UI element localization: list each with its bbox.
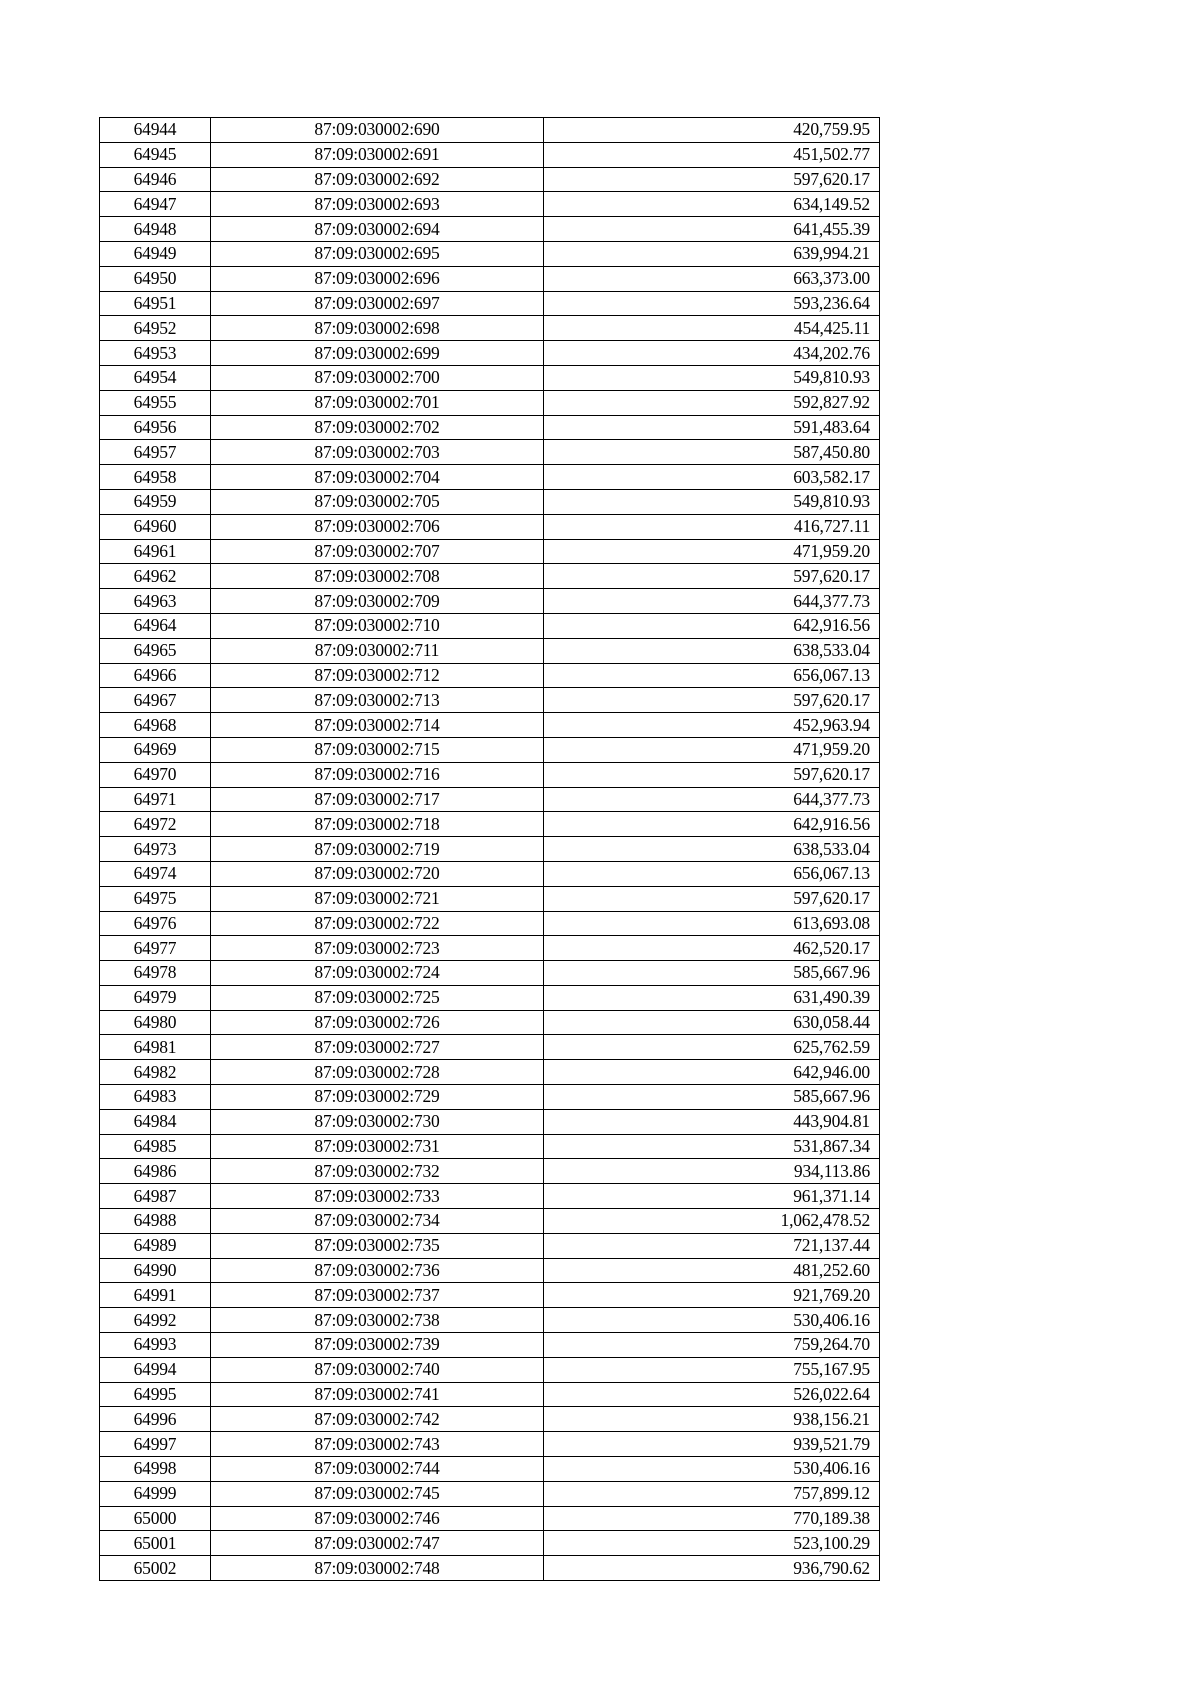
table-row (100, 1407, 880, 1432)
value-cell: 638,533.04 (544, 837, 880, 862)
row-number-cell: 64947 (100, 192, 211, 217)
row-number-cell: 64965 (100, 638, 211, 663)
table-row (100, 1457, 880, 1482)
row-number-cell: 64992 (100, 1308, 211, 1333)
table-row (100, 762, 880, 787)
table-row (100, 241, 880, 266)
value-cell: 613,693.08 (544, 911, 880, 936)
value-cell: 451,502.77 (544, 142, 880, 167)
table-row (100, 266, 880, 291)
row-number-cell: 64984 (100, 1109, 211, 1134)
value-cell: 597,620.17 (544, 564, 880, 589)
value-cell: 639,994.21 (544, 241, 880, 266)
table-row (100, 1531, 880, 1556)
cadastral-number-cell: 87:09:030002:711 (211, 638, 544, 663)
table-row (100, 1283, 880, 1308)
row-number-cell: 64994 (100, 1357, 211, 1382)
row-number-cell: 64963 (100, 589, 211, 614)
value-cell: 644,377.73 (544, 787, 880, 812)
table-row (100, 886, 880, 911)
row-number-cell: 64958 (100, 465, 211, 490)
value-cell: 591,483.64 (544, 415, 880, 440)
row-number-cell: 64979 (100, 985, 211, 1010)
row-number-cell: 64970 (100, 762, 211, 787)
cadastral-number-cell: 87:09:030002:733 (211, 1184, 544, 1209)
value-cell: 663,373.00 (544, 266, 880, 291)
row-number-cell: 65002 (100, 1556, 211, 1581)
table-row (100, 737, 880, 762)
value-cell: 631,490.39 (544, 985, 880, 1010)
value-cell: 721,137.44 (544, 1233, 880, 1258)
table-row (100, 1134, 880, 1159)
cadastral-number-cell: 87:09:030002:742 (211, 1407, 544, 1432)
cadastral-number-cell: 87:09:030002:721 (211, 886, 544, 911)
table-row (100, 142, 880, 167)
cadastral-number-cell: 87:09:030002:729 (211, 1085, 544, 1110)
cadastral-number-cell: 87:09:030002:707 (211, 539, 544, 564)
cadastral-number-cell: 87:09:030002:705 (211, 489, 544, 514)
cadastral-number-cell: 87:09:030002:743 (211, 1432, 544, 1457)
cadastral-number-cell: 87:09:030002:722 (211, 911, 544, 936)
value-cell: 625,762.59 (544, 1035, 880, 1060)
row-number-cell: 64966 (100, 663, 211, 688)
value-cell: 634,149.52 (544, 192, 880, 217)
row-number-cell: 64975 (100, 886, 211, 911)
table-row (100, 415, 880, 440)
table-row (100, 985, 880, 1010)
table-row (100, 911, 880, 936)
row-number-cell: 64990 (100, 1258, 211, 1283)
cadastral-number-cell: 87:09:030002:725 (211, 985, 544, 1010)
row-number-cell: 64976 (100, 911, 211, 936)
row-number-cell: 64969 (100, 737, 211, 762)
table-row (100, 688, 880, 713)
value-cell: 934,113.86 (544, 1159, 880, 1184)
value-cell: 443,904.81 (544, 1109, 880, 1134)
value-cell: 757,899.12 (544, 1481, 880, 1506)
value-cell: 454,425.11 (544, 316, 880, 341)
cadastral-number-cell: 87:09:030002:720 (211, 861, 544, 886)
value-cell: 597,620.17 (544, 886, 880, 911)
row-number-cell: 64998 (100, 1457, 211, 1482)
row-number-cell: 64955 (100, 390, 211, 415)
cadastral-number-cell: 87:09:030002:731 (211, 1134, 544, 1159)
cadastral-number-cell: 87:09:030002:709 (211, 589, 544, 614)
cadastral-number-cell: 87:09:030002:734 (211, 1209, 544, 1234)
value-cell: 434,202.76 (544, 341, 880, 366)
value-cell: 641,455.39 (544, 217, 880, 242)
table-row (100, 217, 880, 242)
table-row (100, 1035, 880, 1060)
row-number-cell: 64954 (100, 365, 211, 390)
row-number-cell: 64946 (100, 167, 211, 192)
row-number-cell: 64974 (100, 861, 211, 886)
cadastral-number-cell: 87:09:030002:714 (211, 713, 544, 738)
value-cell: 936,790.62 (544, 1556, 880, 1581)
table-row (100, 564, 880, 589)
cadastral-number-cell: 87:09:030002:702 (211, 415, 544, 440)
cadastral-number-cell: 87:09:030002:736 (211, 1258, 544, 1283)
value-cell: 755,167.95 (544, 1357, 880, 1382)
table-row (100, 1481, 880, 1506)
row-number-cell: 64982 (100, 1060, 211, 1085)
cadastral-number-cell: 87:09:030002:738 (211, 1308, 544, 1333)
row-number-cell: 64983 (100, 1085, 211, 1110)
row-number-cell: 64953 (100, 341, 211, 366)
value-cell: 530,406.16 (544, 1308, 880, 1333)
table-row (100, 291, 880, 316)
row-number-cell: 64973 (100, 837, 211, 862)
row-number-cell: 64977 (100, 936, 211, 961)
cadastral-number-cell: 87:09:030002:730 (211, 1109, 544, 1134)
value-cell: 938,156.21 (544, 1407, 880, 1432)
value-cell: 549,810.93 (544, 489, 880, 514)
table-row (100, 440, 880, 465)
row-number-cell: 64961 (100, 539, 211, 564)
value-cell: 597,620.17 (544, 688, 880, 713)
row-number-cell: 64962 (100, 564, 211, 589)
cadastral-number-cell: 87:09:030002:739 (211, 1333, 544, 1358)
table-row (100, 1556, 880, 1581)
cadastral-number-cell: 87:09:030002:719 (211, 837, 544, 862)
cadastral-number-cell: 87:09:030002:708 (211, 564, 544, 589)
table-row (100, 118, 880, 143)
value-cell: 462,520.17 (544, 936, 880, 961)
value-cell: 471,959.20 (544, 737, 880, 762)
row-number-cell: 64968 (100, 713, 211, 738)
table-row (100, 589, 880, 614)
row-number-cell: 64997 (100, 1432, 211, 1457)
row-number-cell: 64978 (100, 961, 211, 986)
value-cell: 585,667.96 (544, 961, 880, 986)
value-cell: 642,916.56 (544, 812, 880, 837)
cadastral-number-cell: 87:09:030002:710 (211, 613, 544, 638)
value-cell: 592,827.92 (544, 390, 880, 415)
cadastral-number-cell: 87:09:030002:726 (211, 1010, 544, 1035)
table-row (100, 663, 880, 688)
row-number-cell: 64948 (100, 217, 211, 242)
table-row (100, 1333, 880, 1358)
value-cell: 961,371.14 (544, 1184, 880, 1209)
cadastral-number-cell: 87:09:030002:744 (211, 1457, 544, 1482)
row-number-cell: 64957 (100, 440, 211, 465)
cadastral-number-cell: 87:09:030002:716 (211, 762, 544, 787)
cadastral-number-cell: 87:09:030002:747 (211, 1531, 544, 1556)
table-row (100, 341, 880, 366)
table-row (100, 1258, 880, 1283)
value-cell: 759,264.70 (544, 1333, 880, 1358)
value-cell: 471,959.20 (544, 539, 880, 564)
table-row (100, 638, 880, 663)
row-number-cell: 64959 (100, 489, 211, 514)
row-number-cell: 64956 (100, 415, 211, 440)
table-row (100, 1209, 880, 1234)
table-row (100, 713, 880, 738)
table-row (100, 1382, 880, 1407)
value-cell: 770,189.38 (544, 1506, 880, 1531)
value-cell: 531,867.34 (544, 1134, 880, 1159)
row-number-cell: 64949 (100, 241, 211, 266)
row-number-cell: 64989 (100, 1233, 211, 1258)
table-row (100, 365, 880, 390)
value-cell: 530,406.16 (544, 1457, 880, 1482)
value-cell: 656,067.13 (544, 861, 880, 886)
row-number-cell: 64981 (100, 1035, 211, 1060)
cadastral-number-cell: 87:09:030002:701 (211, 390, 544, 415)
row-number-cell: 64945 (100, 142, 211, 167)
table-row (100, 1233, 880, 1258)
table-row (100, 861, 880, 886)
value-cell: 523,100.29 (544, 1531, 880, 1556)
value-cell: 638,533.04 (544, 638, 880, 663)
table-row (100, 1506, 880, 1531)
row-number-cell: 64967 (100, 688, 211, 713)
cadastral-number-cell: 87:09:030002:737 (211, 1283, 544, 1308)
table-row (100, 1184, 880, 1209)
cadastral-number-cell: 87:09:030002:699 (211, 341, 544, 366)
value-cell: 587,450.80 (544, 440, 880, 465)
row-number-cell: 64972 (100, 812, 211, 837)
value-cell: 420,759.95 (544, 118, 880, 143)
value-cell: 597,620.17 (544, 167, 880, 192)
cadastral-number-cell: 87:09:030002:692 (211, 167, 544, 192)
cadastral-number-cell: 87:09:030002:695 (211, 241, 544, 266)
cadastral-number-cell: 87:09:030002:700 (211, 365, 544, 390)
cadastral-number-cell: 87:09:030002:732 (211, 1159, 544, 1184)
cadastral-number-cell: 87:09:030002:723 (211, 936, 544, 961)
table-row (100, 1085, 880, 1110)
row-number-cell: 65001 (100, 1531, 211, 1556)
value-cell: 416,727.11 (544, 514, 880, 539)
table-row (100, 192, 880, 217)
value-cell: 939,521.79 (544, 1432, 880, 1457)
value-cell: 526,022.64 (544, 1382, 880, 1407)
cadastral-number-cell: 87:09:030002:690 (211, 118, 544, 143)
row-number-cell: 64980 (100, 1010, 211, 1035)
value-cell: 452,963.94 (544, 713, 880, 738)
table-row (100, 539, 880, 564)
cadastral-number-cell: 87:09:030002:717 (211, 787, 544, 812)
value-cell: 481,252.60 (544, 1258, 880, 1283)
cadastral-number-cell: 87:09:030002:706 (211, 514, 544, 539)
cadastral-value-table (99, 117, 880, 1581)
table-row (100, 489, 880, 514)
table-row (100, 1159, 880, 1184)
row-number-cell: 64988 (100, 1209, 211, 1234)
table-body (100, 118, 880, 1581)
value-cell: 642,946.00 (544, 1060, 880, 1085)
table-row (100, 465, 880, 490)
cadastral-number-cell: 87:09:030002:693 (211, 192, 544, 217)
table-row (100, 1308, 880, 1333)
table-row (100, 837, 880, 862)
cadastral-number-cell: 87:09:030002:740 (211, 1357, 544, 1382)
row-number-cell: 64944 (100, 118, 211, 143)
value-cell: 597,620.17 (544, 762, 880, 787)
cadastral-number-cell: 87:09:030002:746 (211, 1506, 544, 1531)
value-cell: 549,810.93 (544, 365, 880, 390)
table-row (100, 613, 880, 638)
cadastral-number-cell: 87:09:030002:745 (211, 1481, 544, 1506)
table-row (100, 936, 880, 961)
row-number-cell: 64999 (100, 1481, 211, 1506)
row-number-cell: 64951 (100, 291, 211, 316)
row-number-cell: 64952 (100, 316, 211, 341)
value-cell: 642,916.56 (544, 613, 880, 638)
table-row (100, 167, 880, 192)
cadastral-number-cell: 87:09:030002:696 (211, 266, 544, 291)
cadastral-number-cell: 87:09:030002:698 (211, 316, 544, 341)
table-row (100, 812, 880, 837)
cadastral-number-cell: 87:09:030002:715 (211, 737, 544, 762)
value-cell: 921,769.20 (544, 1283, 880, 1308)
row-number-cell: 64996 (100, 1407, 211, 1432)
table-row (100, 1357, 880, 1382)
cadastral-number-cell: 87:09:030002:703 (211, 440, 544, 465)
value-cell: 585,667.96 (544, 1085, 880, 1110)
value-cell: 630,058.44 (544, 1010, 880, 1035)
cadastral-number-cell: 87:09:030002:694 (211, 217, 544, 242)
table-row (100, 316, 880, 341)
cadastral-number-cell: 87:09:030002:735 (211, 1233, 544, 1258)
row-number-cell: 64991 (100, 1283, 211, 1308)
value-cell: 656,067.13 (544, 663, 880, 688)
table-row (100, 1109, 880, 1134)
row-number-cell: 64950 (100, 266, 211, 291)
cadastral-number-cell: 87:09:030002:728 (211, 1060, 544, 1085)
cadastral-number-cell: 87:09:030002:712 (211, 663, 544, 688)
value-cell: 603,582.17 (544, 465, 880, 490)
cadastral-number-cell: 87:09:030002:741 (211, 1382, 544, 1407)
cadastral-number-cell: 87:09:030002:691 (211, 142, 544, 167)
table-row (100, 1060, 880, 1085)
row-number-cell: 65000 (100, 1506, 211, 1531)
row-number-cell: 64995 (100, 1382, 211, 1407)
value-cell: 1,062,478.52 (544, 1209, 880, 1234)
row-number-cell: 64993 (100, 1333, 211, 1358)
row-number-cell: 64986 (100, 1159, 211, 1184)
row-number-cell: 64960 (100, 514, 211, 539)
cadastral-number-cell: 87:09:030002:697 (211, 291, 544, 316)
value-cell: 593,236.64 (544, 291, 880, 316)
table-row (100, 1010, 880, 1035)
table-row (100, 1432, 880, 1457)
table-row (100, 787, 880, 812)
cadastral-number-cell: 87:09:030002:718 (211, 812, 544, 837)
table-row (100, 961, 880, 986)
row-number-cell: 64987 (100, 1184, 211, 1209)
cadastral-number-cell: 87:09:030002:724 (211, 961, 544, 986)
row-number-cell: 64985 (100, 1134, 211, 1159)
cadastral-number-cell: 87:09:030002:704 (211, 465, 544, 490)
row-number-cell: 64964 (100, 613, 211, 638)
value-cell: 644,377.73 (544, 589, 880, 614)
cadastral-number-cell: 87:09:030002:727 (211, 1035, 544, 1060)
table-row (100, 390, 880, 415)
cadastral-number-cell: 87:09:030002:713 (211, 688, 544, 713)
table-row (100, 514, 880, 539)
cadastral-number-cell: 87:09:030002:748 (211, 1556, 544, 1581)
row-number-cell: 64971 (100, 787, 211, 812)
